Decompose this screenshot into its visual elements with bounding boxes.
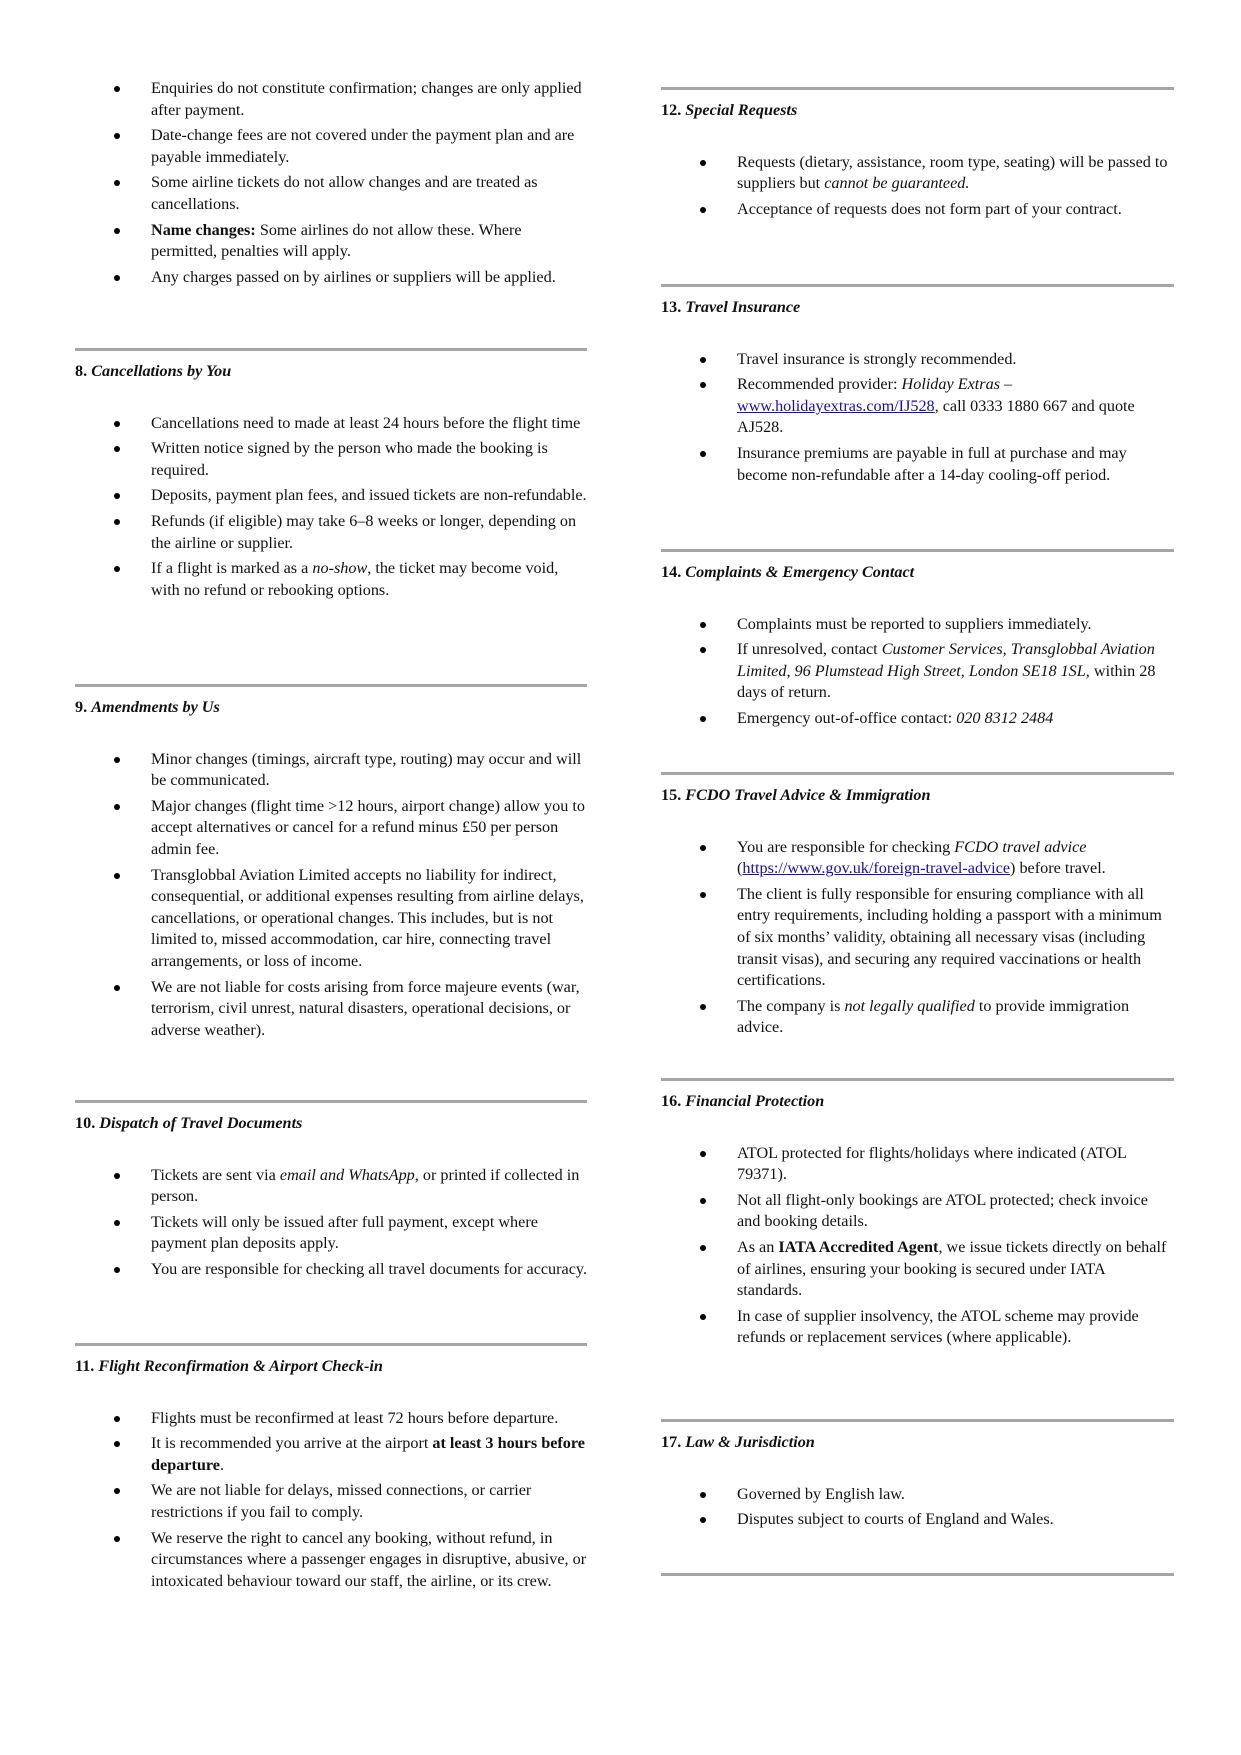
text: Travel insurance is strongly recommended. <box>737 349 1017 368</box>
section-12-special-requests <box>661 87 1174 224</box>
list-item <box>75 485 587 507</box>
list-item <box>75 1528 587 1593</box>
section-title: Dispatch of Travel Documents <box>99 1114 303 1132</box>
section-heading <box>75 1356 587 1378</box>
text: Major changes (flight time >12 hours, airport change) allow you to accept alternatives or cancel for a refund minus £50 per person admin fee. <box>151 796 585 858</box>
section-divider <box>661 1573 1174 1576</box>
text: If a flight is marked as a <box>151 559 313 578</box>
list-item <box>661 349 1174 371</box>
section-divider <box>661 1419 1174 1422</box>
section-heading <box>661 1091 1174 1113</box>
text: Tickets will only be issued after full payment, except where payment plan deposits apply. <box>151 1212 538 1253</box>
list-item <box>75 1480 587 1523</box>
list-item <box>661 443 1174 486</box>
text: . <box>219 1455 224 1474</box>
list-item <box>75 511 587 554</box>
text-italic: FCDO travel advice <box>954 837 1087 856</box>
section-divider <box>661 87 1174 90</box>
section-heading <box>75 1113 587 1135</box>
text: Date-change fees are not covered under the payment plan and are payable immediately. <box>151 126 575 166</box>
text: , we issue tickets directly on behalf of airlines, ensuring your booking is secured under IATA standards. <box>737 1237 1167 1300</box>
text: We reserve the right to cancel any booking, without refund, in circumstances where a passenger engages in disruptive, abusive, or intoxicated behaviour toward our staff, the airline, or its crew. <box>151 1528 587 1590</box>
text: Some airline tickets do not allow changes and are treated as cancellations. <box>151 173 538 213</box>
section-heading <box>661 785 1174 807</box>
list-item <box>75 267 587 289</box>
list-item <box>661 1237 1174 1302</box>
text-italic: Holiday Extras <box>901 375 1000 394</box>
section-number: 15. <box>661 786 682 804</box>
text: Some airlines do not allow these. Where permitted, penalties will apply. <box>151 220 522 261</box>
text: ATOL protected for flights/holidays where indicated (ATOL 79371). <box>737 1143 1127 1184</box>
text: Refunds (if eligible) may take 6–8 weeks or longer, depending on the airline or supplier. <box>151 511 577 552</box>
text-bold: at least 3 hours before departure <box>151 1434 585 1474</box>
text-italic: email and WhatsApp <box>279 1165 415 1184</box>
section-title: Travel Insurance <box>685 298 801 316</box>
list-item <box>661 1306 1174 1349</box>
list-item <box>661 374 1174 439</box>
bullet-list <box>75 1165 587 1281</box>
text: Complaints must be reported to suppliers immediately. <box>737 614 1092 633</box>
bullet-list <box>75 749 587 1042</box>
text: Flights must be reconfirmed at least 72 hours before departure. <box>151 1408 559 1427</box>
text-italic: not legally qualified <box>844 996 975 1015</box>
section-divider-end <box>661 1573 1174 1576</box>
text: The client is fully responsible for ensuring compliance with all entry requirements, including holding a passport with a minimum of six months’ validity, obtaining all necessary visas (including transit visas), and securing any required vaccinations or health certifications. <box>737 884 1162 990</box>
list-item <box>75 413 587 435</box>
text: Tickets are sent via <box>151 1165 280 1184</box>
intro-bullets <box>75 78 587 292</box>
text-italic: no-show <box>312 559 368 578</box>
list-item <box>75 78 587 121</box>
bullet-list <box>75 413 587 602</box>
text: It is recommended you arrive at the airport <box>151 1434 433 1453</box>
section-divider <box>661 549 1174 552</box>
list-item <box>661 1509 1174 1531</box>
list-item <box>75 796 587 861</box>
text: , within 28 days of return. <box>737 661 1156 702</box>
text: The company is <box>737 996 845 1015</box>
text: We are not liable for delays, missed connections, or carrier restrictions if you fail to comply. <box>151 1481 532 1521</box>
text-bold: Name changes: <box>151 220 256 239</box>
section-divider <box>661 1078 1174 1081</box>
list-item <box>75 172 587 215</box>
section-title: Flight Reconfirmation & Airport Check-in <box>98 1357 383 1375</box>
list-item <box>75 558 587 601</box>
list-item <box>75 865 587 973</box>
hyperlink[interactable]: www.holidayextras.com/IJ528 <box>737 396 935 415</box>
section-number: 11. <box>75 1357 95 1375</box>
section-number: 17. <box>661 1433 682 1451</box>
text: Cancellations need to made at least 24 hours before the flight time <box>151 413 581 432</box>
text-bold: IATA Accredited Agent <box>778 1237 939 1256</box>
text: If unresolved, contact <box>737 640 882 659</box>
section-17-law <box>661 1419 1174 1535</box>
list-item <box>661 199 1174 221</box>
list-item <box>661 884 1174 992</box>
text: Disputes subject to courts of England and Wales. <box>737 1510 1054 1529</box>
bullet-list <box>75 78 587 288</box>
section-title: Amendments by Us <box>91 698 220 716</box>
section-number: 16. <box>661 1092 682 1110</box>
section-9-amendments <box>75 684 587 1045</box>
list-item <box>661 1143 1174 1186</box>
text: to provide immigration advice. <box>737 996 1130 1037</box>
text: Transglobbal Aviation Limited accepts no liability for indirect, consequential, or additional expenses resulting from airline delays, cancellations, or operational changes. This includes, but is not limited to, missed accommodation, car hire, connecting travel arrangements, or loss of income. <box>151 865 584 970</box>
list-item <box>75 1165 587 1208</box>
text: Governed by English law. <box>737 1484 905 1503</box>
text: Insurance premiums are payable in full at purchase and may become non-refundable after a 14-day cooling-off period. <box>737 443 1127 484</box>
text: Acceptance of requests does not form part of your contract. <box>737 199 1122 218</box>
text: As an <box>737 1237 779 1256</box>
section-divider <box>75 1100 587 1103</box>
section-title: FCDO Travel Advice & Immigration <box>685 786 931 804</box>
bullet-list <box>661 349 1174 487</box>
section-15-fcdo <box>661 772 1174 1043</box>
text: Enquiries do not constitute confirmation; changes are only applied after payment. <box>151 79 582 119</box>
section-title: Financial Protection <box>685 1092 825 1110</box>
section-heading <box>75 697 587 719</box>
text: Minor changes (timings, aircraft type, routing) may occur and will be communicated. <box>151 749 582 790</box>
section-10-dispatch <box>75 1100 587 1285</box>
list-item <box>661 614 1174 636</box>
text: We are not liable for costs arising from force majeure events (war, terrorism, civil unrest, natural disasters, operational decisions, or adverse weather). <box>151 977 580 1039</box>
section-title: Law & Jurisdiction <box>685 1433 815 1451</box>
list-item <box>75 438 587 481</box>
bullet-list <box>661 1484 1174 1531</box>
section-heading <box>661 562 1174 584</box>
section-number: 10. <box>75 1114 96 1132</box>
bullet-list <box>75 1408 587 1593</box>
section-heading <box>661 297 1174 319</box>
list-item <box>75 749 587 792</box>
section-14-complaints <box>661 549 1174 734</box>
bullet-list <box>661 837 1174 1039</box>
section-8-cancellations <box>75 348 587 605</box>
hyperlink[interactable]: https://www.gov.uk/foreign-travel-advice <box>742 859 1011 878</box>
section-divider <box>75 684 587 687</box>
text: Recommended provider: <box>737 375 902 394</box>
section-16-financial-protection <box>661 1078 1174 1353</box>
text: Emergency out-of-office contact: <box>737 708 957 727</box>
section-number: 12. <box>661 101 682 119</box>
text: – <box>1000 375 1013 394</box>
section-13-travel-insurance <box>661 284 1174 490</box>
text: In case of supplier insolvency, the ATOL scheme may provide refunds or replacement services (where applicable). <box>737 1306 1139 1347</box>
section-number: 13. <box>661 298 682 316</box>
text-italic: 020 8312 2484 <box>956 708 1054 727</box>
text: Deposits, payment plan fees, and issued tickets are non-refundable. <box>151 486 587 505</box>
bullet-list <box>661 152 1174 221</box>
text: , or printed if collected in person. <box>151 1165 580 1206</box>
list-item <box>75 1408 587 1430</box>
list-item <box>75 1259 587 1281</box>
list-item <box>75 125 587 168</box>
section-number: 14. <box>661 563 682 581</box>
section-title: Complaints & Emergency Contact <box>685 563 915 581</box>
section-title: Cancellations by You <box>91 362 232 380</box>
section-divider <box>75 348 587 351</box>
section-number: 9. <box>75 698 88 716</box>
section-divider <box>661 284 1174 287</box>
text: Written notice signed by the person who made the booking is required. <box>151 439 548 479</box>
section-heading <box>661 1432 1174 1454</box>
bullet-list <box>661 1143 1174 1349</box>
text: You are responsible for checking <box>737 837 955 856</box>
text: Any charges passed on by airlines or suppliers will be applied. <box>151 267 556 286</box>
list-item <box>661 708 1174 730</box>
section-divider <box>661 772 1174 775</box>
list-item <box>75 1212 587 1255</box>
list-item <box>661 996 1174 1039</box>
text: ( <box>737 859 743 878</box>
text: , the ticket may become void, with no refund or rebooking options. <box>151 559 559 599</box>
text-italic: Customer Services, Transglobbal Aviation Limited, 96 Plumstead High Street, London SE18 1SL <box>737 640 1155 680</box>
section-heading <box>661 100 1174 122</box>
list-item <box>661 837 1174 880</box>
list-item <box>661 152 1174 195</box>
section-title: Special Requests <box>685 101 798 119</box>
list-item <box>661 639 1174 704</box>
list-item <box>661 1190 1174 1233</box>
list-item <box>661 1484 1174 1506</box>
text: , call 0333 1880 667 and quote AJ528. <box>737 396 1135 437</box>
text: You are responsible for checking all travel documents for accuracy. <box>151 1259 588 1278</box>
section-number: 8. <box>75 362 88 380</box>
section-divider <box>75 1343 587 1346</box>
section-11-reconfirmation <box>75 1343 587 1596</box>
list-item <box>75 977 587 1042</box>
list-item <box>75 1433 587 1476</box>
text-italic: cannot be guaranteed. <box>824 174 970 193</box>
text: ) before travel. <box>1010 859 1106 878</box>
text: Not all flight-only bookings are ATOL protected; check invoice and booking details. <box>737 1190 1148 1231</box>
list-item <box>75 220 587 263</box>
text: Requests (dietary, assistance, room type, seating) will be passed to suppliers but <box>737 152 1168 193</box>
section-heading <box>75 361 587 383</box>
bullet-list <box>661 614 1174 730</box>
